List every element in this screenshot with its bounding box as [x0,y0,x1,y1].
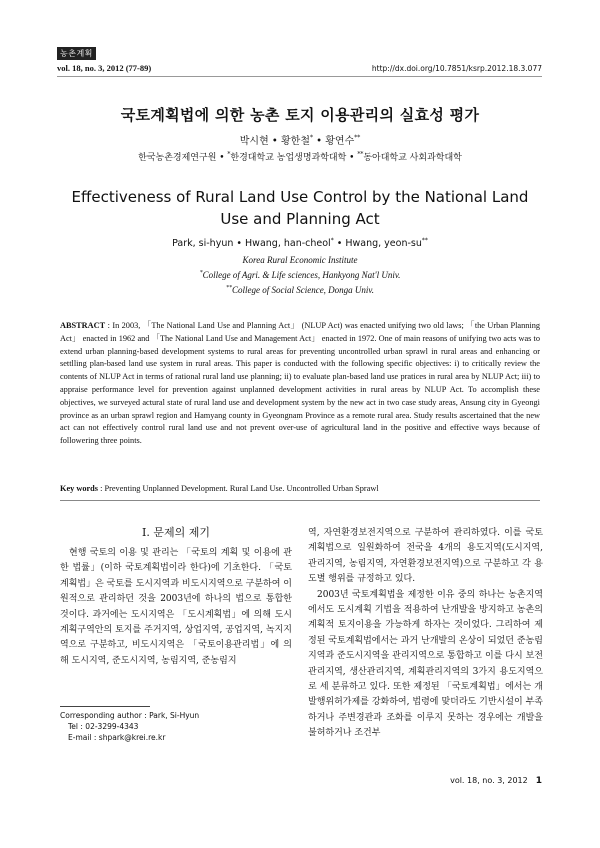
author-2-en: Hwang, han-cheol [245,238,331,250]
keywords-label: Key words [60,484,99,493]
authors-korean [0,132,600,147]
affiliation-2-ko: 한경대학교 농업생명과학대학 [230,153,347,163]
author-separator: • [233,238,246,250]
body-column-right [308,526,543,742]
author-1-ko: 박시현 [239,136,269,147]
page-number: 1 [535,776,542,786]
header-rule [57,76,542,77]
title-english: Effectiveness of Rural Land Use Control by the National Land Use and Planning Act [71,188,529,228]
affiliation-3-en: College of Social Science, Donga Univ. [231,285,375,295]
keywords-text: : Preventing Unplanned Development. Rural Land Use. Uncontrolled Urban Sprawl [100,484,379,493]
body-paragraph: 2003년 국토계획법을 제정한 이유 중의 하나는 농촌지역에서도 도시계획 기법을 적용하여 난개발을 방지하고 농촌의 계획적 토지이용을 가능하게 하자는 것이었다. 그리하여 제정된 국토계획법에서는 과거 난개발의 온상이 되었던 준농림지역과 준도시지역을 관리지역으로 통합하고 이를 다시 보전관리지역, 생산관리지역, 계획관리지역의 3가지 용도지역으로 세 분류하고 있다. 또한 제정된 「국토계획법」에서는 개발행위허가제를 강화하여, 법령에 맞더라도 기반시설이 부족하거나 주변경관과 조화를 이루지 못하는 경우에는 개발을 불허하거나 조건부 [308,589,543,739]
section-heading: I. 문제의 제기 [142,526,210,539]
affiliation-2-mark: * [227,151,231,158]
body-paragraph: 현행 국토의 이용 및 관리는 「국토의 계획 및 이용에 관한 법률」(이하 국토계획법이라 한다)에 기초한다. 「국토계획법」은 국토를 도시지역과 비도시지역으로 구분하여 이원적으로 관리하던 것을 2003년에 하나의 법으로 통합한 것이다. 과거에는 도시지역은 「도시계획법」에 의해 도시계획구역안의 토지를 주거지역, 상업지역, 공업지역, 녹지지역으로 구분하고, 비도시지역은 「국토이용관리법」에 의해 도시지역, 준도시지역, 농림지역, 준농림지 [60,548,292,666]
affiliation-2-en-line [0,270,600,280]
affiliation-separator: • [346,153,358,163]
title-korean: 국토계획법에 의한 농촌 토지 이용관리의 실효성 평가 [120,106,480,124]
affiliation-3-ko: 동아대학교 사회과학대학 [363,153,462,163]
volume-line: vol. 18, no. 3, 2012 (77-89) [57,63,152,73]
abstract [60,320,540,448]
footnote [60,710,199,743]
author-3-mark: ** [421,237,428,244]
authors-english [0,237,600,249]
affiliation-1-ko: 한국농촌경제연구원 [138,153,217,163]
corresponding-tel: Tel : 02-3299-4343 [68,722,139,731]
affiliation-2-mark: * [199,270,203,276]
affiliation-3-mark: ** [225,285,232,291]
footnote-rule [60,706,150,707]
author-3-mark: ** [354,134,361,142]
author-separator: • [312,136,326,147]
affiliation-separator: • [216,153,228,163]
author-2-mark: * [330,237,334,244]
affiliations-korean [0,150,600,163]
author-2-ko: 황한철 [281,136,310,147]
keywords [60,484,540,493]
author-2-mark: * [309,134,313,142]
abstract-text: : In 2003, 「The National Land Use and Planning Act」 (NLUP Act) was enacted unifying two old laws; 「the Urban Planning Act」 enacted in 1962 and 「The National Land Use and Management Act」 enacted in 1972. One of main reasons of unifying two acts was to extend urban planning-based development systems to rural areas for preventing uncontrolled urban sprawl in rural areas and enhancing or settlling plan-based land use system in rural areas. This paper is conducted with the following specific objectives: i) to critically review the contents of NLUP Act in terms of rational rural land use planning; ii) to evaluate plan-based land use pratices in rural area by NLUP Act; iii) to appraise performance level for prevention against unplanned development activities in rural areas by NLUP Act. To accomplish these objectives, we surveyed actural state of rural land use and development system by the new act in two case study areas, Ansung city in Gyeongi province as an urban sprawl region and Hamyang county in Gyeongnam Province as a remote rural area. Study results ascertained that the new act can not effectively control rural land use and not prevent over-use of agricultural land in the positive and effective ways because of followering three points. [60,321,541,446]
body-column-left [60,546,292,669]
journal-tag: 농촌계획 [57,47,96,60]
keywords-rule [60,500,540,501]
footer-volume: vol. 18, no. 3, 2012 [450,776,528,785]
doi-link[interactable]: http://dx.doi.org/10.7851/ksrp.2012.18.3.077 [371,64,542,73]
author-separator: • [268,136,281,147]
author-separator: • [333,238,346,250]
affiliation-3-en-line [0,285,600,295]
corresponding-email[interactable]: E-mail : shpark@krei.re.kr [68,733,166,742]
abstract-label: ABSTRACT [60,321,106,330]
affiliation-3-mark: ** [357,151,364,158]
affiliation-1-en: Korea Rural Economic Institute [242,255,358,265]
author-3-ko: 황연수 [325,136,355,147]
corresponding-author: Corresponding author : Park, Si-Hyun [60,711,200,720]
author-1-en: Park, si-hyun [172,238,234,250]
page-footer [450,776,542,786]
author-3-en: Hwang, yeon-su [345,238,422,250]
body-paragraph: 역, 자연환경보전지역으로 구분하여 관리하였다. 이를 국토계획법으로 일원화하여 전국을 4개의 용도지역(도시지역, 관리지역, 농림지역, 자연환경보전지역)으로 구분하고 각 용도별 행위를 규정하고 있다. [308,528,543,585]
affiliation-2-en: College of Agri. & Life sciences, Hankyong Nat'l Univ. [202,270,401,280]
